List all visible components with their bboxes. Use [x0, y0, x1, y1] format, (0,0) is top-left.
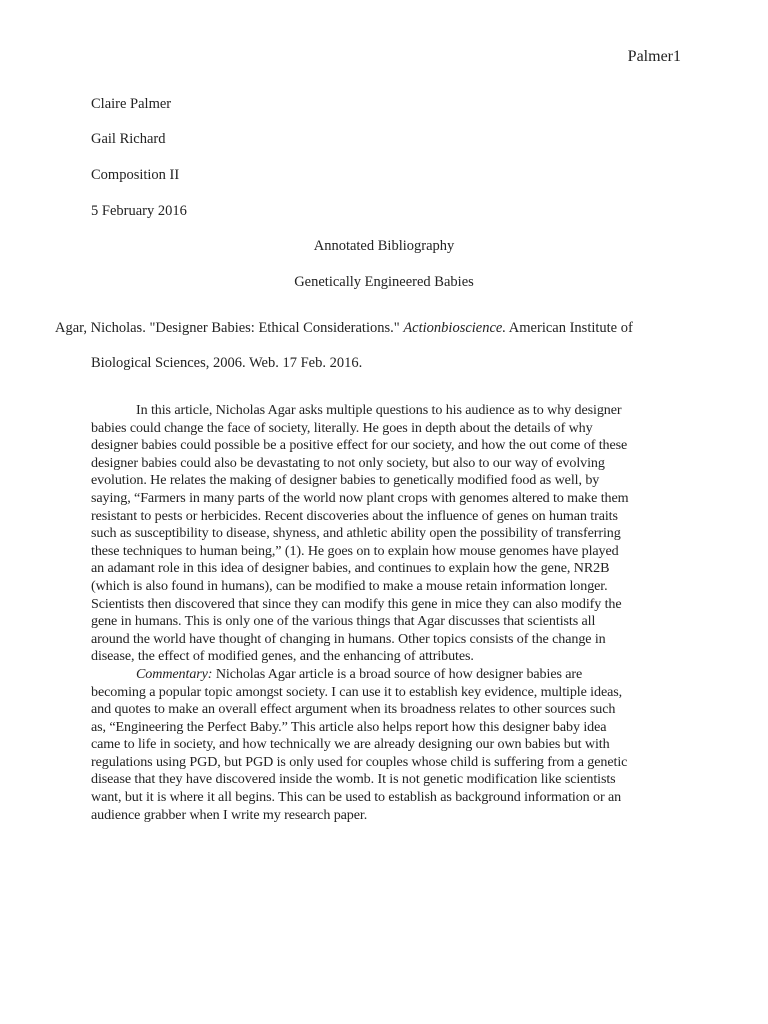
- summary-line: such as susceptibility to disease, shyness, and athletic ability open the possibility of transferring: [91, 525, 621, 542]
- running-head: Palmer1: [627, 48, 681, 65]
- citation-publication: Actionbioscience.: [403, 320, 506, 336]
- instructor-name: Gail Richard: [91, 131, 166, 147]
- commentary-line: audience grabber when I write my research paper.: [91, 806, 368, 823]
- summary-line: disease, the effect of modified genes, and the enhancing of attributes.: [91, 648, 474, 665]
- summary-line: babies could change the face of society, literally. He goes in depth about the details of why: [91, 419, 593, 436]
- summary-paragraph: [91, 402, 689, 666]
- summary-line: these techniques to human being,” (1). He goes on to explain how mouse genomes have played: [91, 542, 619, 559]
- commentary-line: becoming a popular topic amongst society. I can use it to establish key evidence, multiple ideas,: [91, 683, 623, 700]
- summary-line: resistant to pests or herbicides. Recent discoveries about the influence of genes on human traits: [91, 507, 618, 524]
- commentary-line: and quotes to make an overall effect argument when its broadness relates to other sources such: [91, 701, 616, 718]
- summary-line: around the world have thought of changing in humans. Other topics consists of the change in: [91, 630, 606, 647]
- date: 5 February 2016: [91, 203, 187, 219]
- course-name: Composition II: [91, 167, 180, 183]
- summary-line: designer babies could also be devastating to not only society, but also to our way of evolving: [91, 454, 605, 471]
- commentary-line: as, “Engineering the Perfect Baby.” This article also helps report how this designer baby idea: [91, 718, 607, 735]
- citation-line-1: [55, 319, 633, 337]
- document-title: Annotated Bibliography: [313, 238, 455, 254]
- student-name: Claire Palmer: [91, 96, 172, 112]
- commentary-text: Nicholas Agar article is a broad source of how designer babies are: [212, 665, 583, 682]
- summary-line: an adamant role in this idea of designer babies, and continues to explain how the gene, NR2B: [91, 560, 610, 577]
- commentary-line: regulations using PGD, but PGD is only used for couples whose child is suffering from a genetic: [91, 753, 628, 770]
- summary-line: Scientists then discovered that since they can modify this gene in mice they can also modify the: [91, 595, 622, 612]
- citation-author-title: Agar, Nicholas. "Designer Babies: Ethical Considerations.": [55, 320, 404, 336]
- annotation-body: [91, 402, 689, 824]
- summary-line: saying, “Farmers in many parts of the world now plant crops with genomes altered to make them: [91, 489, 629, 506]
- commentary-line: came to life in society, and how technically we are already designing our own babies but with: [91, 736, 610, 753]
- summary-line: In this article, Nicholas Agar asks multiple questions to his audience as to why designer: [136, 402, 622, 418]
- commentary-paragraph: [91, 666, 689, 824]
- document-subtitle: Genetically Engineered Babies: [294, 274, 474, 290]
- commentary-line: disease that they have discovered inside the womb. It is not genetic modification like scientists: [91, 771, 616, 788]
- summary-line: designer babies could possible be a positive effect for our society, and how the out come of these: [91, 437, 628, 454]
- commentary-label: Commentary:: [136, 665, 213, 682]
- commentary-line: [91, 666, 689, 684]
- summary-line: evolution. He relates the making of designer babies to genetically modified food as well, by: [91, 472, 600, 489]
- citation-publisher: American Institute of: [505, 320, 633, 336]
- summary-line: gene in humans. This is only one of the various things that Agar discusses that scientists all: [91, 613, 596, 630]
- citation-line-2: Biological Sciences, 2006. Web. 17 Feb. 2016.: [91, 355, 363, 371]
- commentary-line: want, but it is where it all begins. This can be used to establish as background information or an: [91, 789, 622, 806]
- summary-line: (which is also found in humans), can be modified to make a mouse retain information longer.: [91, 577, 608, 594]
